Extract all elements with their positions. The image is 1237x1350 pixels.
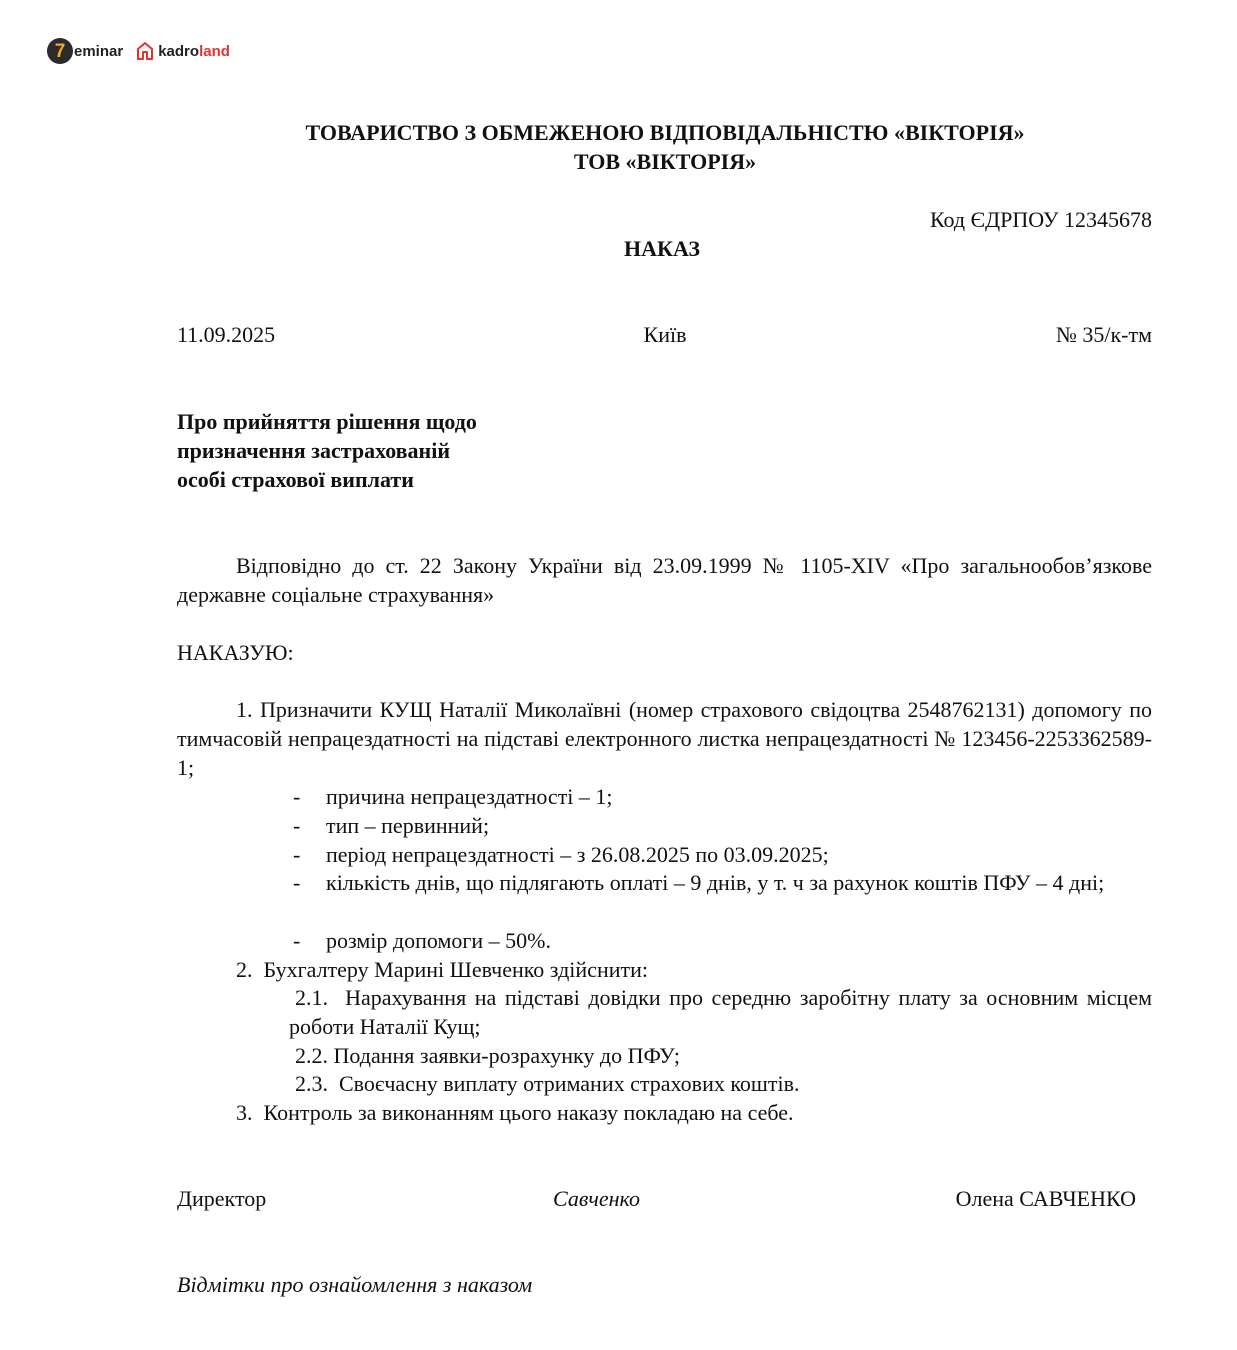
subitem-text: Нарахування на підставі довідки про середню заробітну плату за основним місцем роботи Наталії Кущ; [289,985,1153,1039]
acknowledgement-note: Відмітки про ознайомлення з наказом [177,1272,533,1297]
signature-handwritten: Савченко [553,1186,641,1211]
signature-position: Директор [177,1186,267,1211]
item-1-number: 1. [236,697,253,722]
subitem-2-3 [295,1069,799,1098]
bullet-text: розмір допомоги – 50%. [326,928,552,953]
org-full-name: ТОВАРИСТВО З ОБМЕЖЕНОЮ ВІДПОВІДАЛЬНІСТЮ «ВІКТОРІЯ» [305,120,1025,145]
item-2 [236,955,648,984]
item-3-text: Контроль за виконанням цього наказу покладаю на себе. [263,1100,794,1125]
signature-name: Олена САВЧЕНКО [955,1186,1136,1211]
subitem-number: 2.3. [295,1071,328,1096]
seminar-badge: 7 [47,38,73,64]
kadroland-text: kadroland [158,42,230,60]
seminar-text: eminar [74,42,124,60]
order-city: Київ [643,322,687,347]
subject-line-2: призначення застрахованій [177,438,451,463]
seminar-logo [47,38,123,64]
subitem-text: Подання заявки-розрахунку до ПФУ; [333,1043,681,1068]
edrpou-code: Код ЄДРПОУ 12345678 [929,207,1152,232]
doc-title: НАКАЗ [624,236,700,261]
logos [47,38,230,64]
dash-mark: - [293,784,301,809]
house-icon [135,41,155,61]
bullet-text: причина непрацездатності – 1; [326,784,613,809]
order-number: № 35/к-тм [1055,322,1152,347]
dash-mark: - [293,842,301,867]
subitem-text: Своєчасну виплату отриманих страхових коштів. [339,1071,800,1096]
item-3-number: 3. [236,1100,253,1125]
item-2-number: 2. [236,957,253,982]
order-date: 11.09.2025 [177,322,276,347]
dash-mark: - [293,870,301,895]
subitem-2-1 [289,983,1152,1041]
subitem-2-2 [295,1041,680,1070]
bullet-text: період непрацездатності – з 26.08.2025 по 03.09.2025; [326,842,829,867]
preamble: Відповідно до ст. 22 Закону України від 23.09.1999 № 1105-XIV «Про загальнообов’язкове державне соціальне страхування» [177,553,1152,607]
bullet-text: тип – первинний; [326,813,490,838]
dash-mark: - [293,813,301,838]
order-word: НАКАЗУЮ: [177,640,294,665]
subject-line-3: особі страхової виплати [177,467,414,492]
subitem-number: 2.1. [295,985,328,1010]
item-3 [236,1098,794,1127]
item-1 [177,695,1152,782]
item-2-text: Бухгалтеру Марині Шевченко здійснити: [263,957,648,982]
bullet-text: кількість днів, що підлягають оплаті – 9 днів, у т. ч за рахунок коштів ПФУ – 4 дні; [326,870,1105,895]
subitem-number: 2.2. [295,1043,328,1068]
dash-mark: - [293,928,301,953]
item-1-text: Призначити КУЩ Наталії Миколаївні (номер страхового свідоцтва 2548762131) допомогу по тимчасовій непрацездатності на підставі електронного листка непрацездатності № 123456-2253362589-1; [177,697,1152,780]
subject-line-1: Про прийняття рішення щодо [177,409,477,434]
org-short-name: ТОВ «ВІКТОРІЯ» [573,149,757,174]
kadroland-logo [135,41,230,61]
